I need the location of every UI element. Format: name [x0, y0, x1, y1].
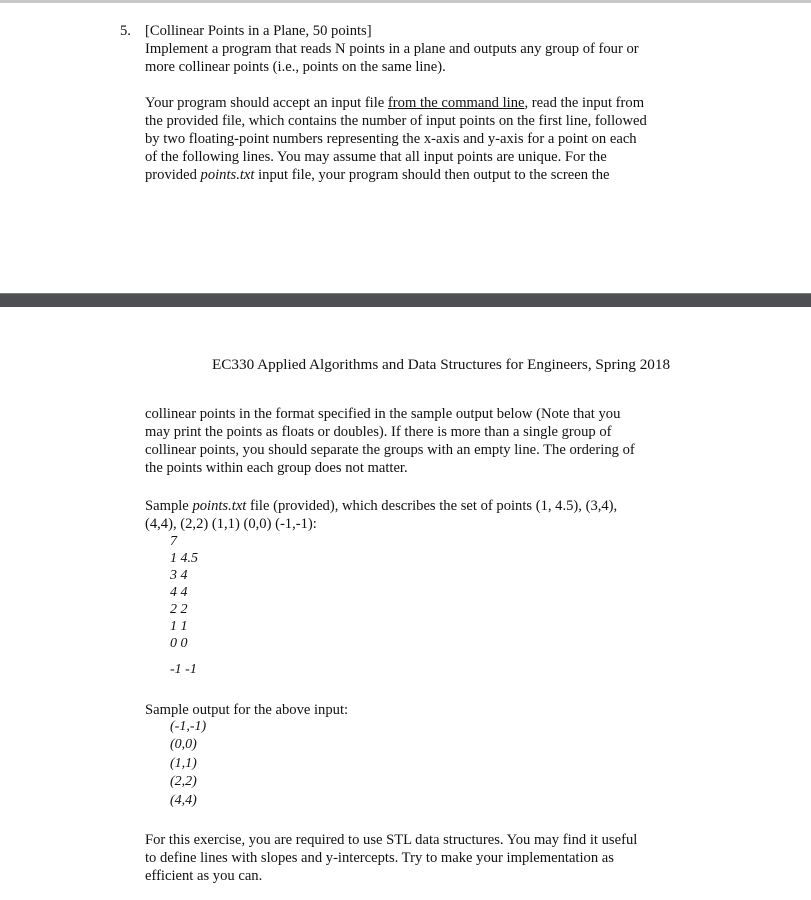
final-line-1: For this exercise, you are required to use STL data structures. You may find it useful: [145, 832, 638, 848]
sample-file-post: file (provided), which describes the set of points (1, 4.5), (3,4),: [246, 498, 618, 514]
page-top-border: [0, 0, 811, 3]
sample-file-line-2: (4,4), (2,2) (1,1) (0,0) (-1,-1):: [145, 516, 317, 532]
sample-output-line: (1,1): [170, 756, 197, 771]
sample-file-name: points.txt: [192, 498, 247, 514]
para2-line-3: by two floating-point numbers representing the x-axis and y-axis for a point on each: [145, 131, 637, 147]
sample-output-line: (2,2): [170, 774, 197, 789]
sample-file-content-line: -1 -1: [170, 662, 197, 677]
problem-title: [Collinear Points in a Plane, 50 points]: [145, 23, 372, 39]
continuation-line-3: collinear points, you should separate the groups with an empty line. The ordering of: [145, 442, 635, 458]
para2-line-5: [145, 166, 610, 184]
sample-file-content-line: 2 2: [170, 602, 188, 617]
sample-output-label: Sample output for the above input:: [145, 702, 349, 718]
para2-line-5-pre: provided: [145, 167, 201, 183]
sample-file-content-line: 3 4: [170, 568, 188, 583]
sample-file-content-line: 0 0: [170, 636, 188, 651]
sample-file-content-line: 7: [170, 534, 177, 549]
para2-line-1: [145, 94, 644, 112]
para2-line-5-post: input file, your program should then output to the screen the: [254, 167, 610, 183]
page-separator: [0, 293, 811, 307]
final-line-3: efficient as you can.: [145, 868, 263, 884]
sample-file-content-line: 1 4.5: [170, 551, 198, 566]
para2-line-2: the provided file, which contains the number of input points on the first line, followed: [145, 113, 647, 129]
page-header: EC330 Applied Algorithms and Data Structures for Engineers, Spring 2018: [212, 356, 671, 373]
continuation-line-1: collinear points in the format specified in the sample output below (Note that you: [145, 406, 621, 422]
points-file-name: points.txt: [200, 167, 255, 183]
continuation-line-2: may print the points as floats or doubles). If there is more than a single group of: [145, 424, 612, 440]
sample-file-content-line: 1 1: [170, 619, 188, 634]
final-line-2: to define lines with slopes and y-intercepts. Try to make your implementation as: [145, 850, 614, 866]
para2-line-1-post: , read the input from: [524, 95, 645, 111]
problem-number: 5.: [120, 23, 131, 39]
intro-line-2: more collinear points (i.e., points on the same line).: [145, 59, 446, 75]
continuation-line-4: the points within each group does not matter.: [145, 460, 408, 476]
command-line-underlined: from the command line: [387, 95, 525, 111]
sample-output-line: (4,4): [170, 793, 197, 808]
sample-file-line-1: [145, 497, 617, 515]
para2-line-1-pre: Your program should accept an input file: [145, 95, 388, 111]
sample-file-content-line: 4 4: [170, 585, 188, 600]
para2-line-4: of the following lines. You may assume that all input points are unique. For the: [145, 149, 607, 165]
sample-output-line: (0,0): [170, 737, 197, 752]
sample-output-line: (-1,-1): [170, 719, 207, 734]
intro-line-1: Implement a program that reads N points in a plane and outputs any group of four or: [145, 41, 639, 57]
sample-file-pre: Sample: [145, 498, 193, 514]
